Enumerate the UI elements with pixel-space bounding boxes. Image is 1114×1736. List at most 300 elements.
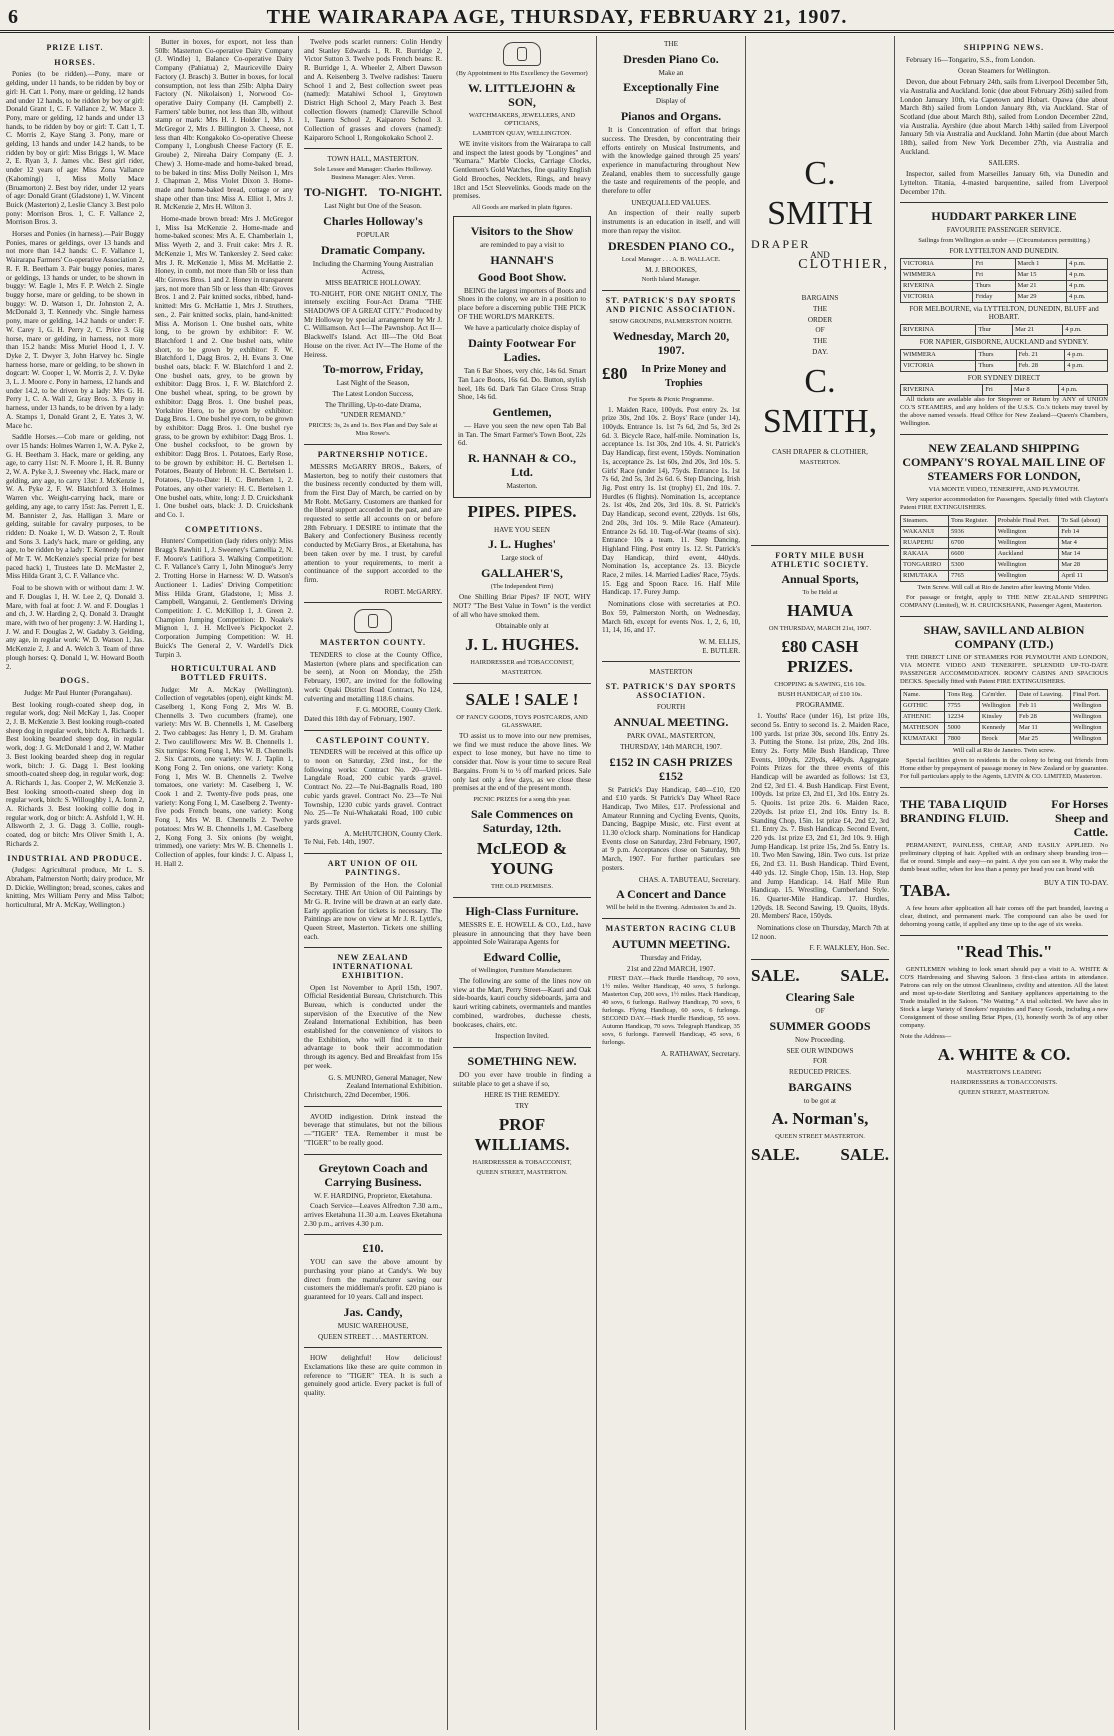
cash-prizes: £80 CASH PRIZES. — [781, 637, 859, 677]
table-cell: TONGARIRO — [901, 560, 949, 571]
shaw-note: Will call at Rio de Janeiro. Twin screw. — [952, 747, 1056, 755]
racing-dates: Thursday and Friday, — [640, 954, 702, 962]
table-cell: April 11 — [1059, 571, 1108, 582]
table-cell: Mar 8 — [1011, 385, 1058, 396]
table-cell: Final Port. — [1070, 690, 1107, 701]
table-cell: Tons Register. — [948, 516, 995, 527]
shaw-table — [900, 689, 1108, 745]
stpat-prize: £80 — [602, 363, 628, 383]
shipping-heading: SHIPPING NEWS. — [963, 43, 1045, 52]
table-cell: 7755 — [945, 701, 979, 712]
annual-sports: Annual Sports, — [781, 572, 859, 587]
racing-dates-2: 21st and 22nd MARCH, 1907. — [626, 964, 716, 973]
visitors-heading: Visitors to the Show — [470, 223, 574, 238]
table-cell: Mar 29 — [1015, 291, 1066, 302]
and: AND — [810, 249, 830, 260]
large-stock: Large stock of — [501, 554, 543, 563]
dogs-heading: DOGS. — [60, 676, 90, 686]
industrial-heading: INDUSTRIAL AND PRODUCE. — [7, 853, 143, 863]
table-cell: Mar 28 — [1059, 560, 1108, 571]
stpat-date: Wednesday, March 20, 1907. — [612, 328, 730, 357]
programme: PROGRAMME. — [795, 701, 845, 710]
table-row — [901, 734, 1108, 745]
signature: F. F. WALKLEY, Hon. Sec. — [809, 944, 889, 953]
old-premises: THE OLD PREMISES. — [491, 882, 553, 890]
column-4 — [453, 38, 591, 1728]
article-paragraph: — Have you seen the new open Tab Bal in Tan. The Smart Farmer's Town Boot, 22s 6d. — [458, 421, 586, 448]
taba-left: THE TABA LIQUID BRANDING FLUID. — [900, 797, 1009, 826]
table-row — [901, 571, 1108, 582]
article-paragraph: By Permission of the Hon. the Colonial Secretary. THE Art Union of Oil Paintings by Mr G. R. Irvine will be drawn at an early date. Early application for tickets is necessary. The Paintings are now on view at Mr J. R. Lyttle's, Queen Street, Masterton. Tickets one shilling each. — [304, 880, 442, 941]
table-row — [901, 280, 1108, 291]
column-rule — [745, 36, 746, 1730]
column-1 — [6, 38, 144, 1728]
tonight-left: TO-NIGHT. — [304, 185, 368, 200]
divider — [304, 148, 442, 149]
art-union-heading: ART UNION OF OIL PAINTINGS. — [327, 859, 419, 877]
divider — [900, 935, 1108, 936]
table-cell: Fri — [973, 258, 1015, 269]
collie-sub: of Wellington, Furniture Manufacturer. — [471, 967, 573, 975]
of: OF — [815, 1007, 825, 1016]
divider — [900, 787, 1108, 788]
article-paragraph: MESSRS E. E. HOWELL & CO., Ltd., have pleasure in announcing that they have been appointed Sole Wairarapa Agents for — [453, 920, 591, 947]
table-row — [901, 527, 1108, 538]
firm-name: W. LITTLEJOHN & SON, — [468, 81, 576, 109]
judge-line: Judge: Mr Paul Hunter (Porangahau). — [24, 688, 132, 697]
table-cell: Date of Leaving. — [1017, 690, 1071, 701]
have-you: HAVE YOU SEEN — [494, 525, 550, 534]
candy-address: QUEEN STREET . . . MASTERTON. — [317, 1332, 429, 1341]
ad-lessee: Sole Lessee and Manager: Charles Holloway. Business Manager: Alex. Veron. — [313, 166, 433, 182]
table-cell: 4 p.m. — [1065, 360, 1108, 371]
clothier: CLOTHIER, — [798, 257, 889, 273]
white-sub: MASTERTON'S LEADING — [966, 1069, 1042, 1077]
stpat-prize-row — [602, 360, 740, 394]
fourth: FOURTH — [656, 703, 686, 712]
divider — [304, 1106, 442, 1107]
table-row — [901, 549, 1108, 560]
visitors-sub: are reminded to pay a visit to — [480, 240, 564, 249]
article-paragraph: Open 1st November to April 15th, 1907. Official Residential Bureau, Christchurch. This Bureau, which is conducted under the supervision of the Executive of the New Zealand International Exhibition, has been established for the convenience of visitors to the Exhibition, who will find it to their advantage to book their accommodation through its agency. Bed and Breakfast from 15s per week. — [304, 983, 442, 1070]
huddart: HUDDART PARKER LINE — [931, 209, 1077, 224]
article-paragraph: Foal to be shown with or without dam: J. W. and F. Douglas 1, H. W. Lee 2, Q. Donald 3. Mare, with foal at foot: J. W. and F. Douglas 1 and ch, J. W. Harding 2, Q. Donald 3. Draught mare, with two of her progeny: J. W. Harding 1, J. W. and F. Douglas 2, W. Gadaby 3. Gelding, any age, in regular work: W. D. Watson 1, Jas. McKenzie 2, J. and A. Welch 3. Team of three plough horses: Q. Donald 1, W. Howard Booth 2. — [6, 584, 144, 671]
table-cell: 4 p.m. — [1066, 269, 1107, 280]
article-paragraph: Nominations close with secretaries at P.O. Box 59, Palmerston North, on Wednesday, March 6th, except for events Nos. 1, 2, 6, 10, 11, 14, 16, and 17. — [602, 600, 740, 635]
stpat-prize-text: In Prize Money and Trophies — [641, 363, 727, 389]
table-cell: Friday — [973, 291, 1015, 302]
article-paragraph: YOU can save the above amount by purchasing your piano at Candy's. We buy direct from the manufacturer saving our customers the middleman's profit. £20 piano is guaranteed for 10 years. Call and inspect. — [304, 1258, 442, 1302]
napier-heading: FOR NAPIER, GISBORNE, AUCKLAND and SYDNEY. — [919, 338, 1089, 347]
concert: A Concert and Dance — [616, 887, 726, 902]
table-cell: Auckland — [995, 549, 1059, 560]
table-cell: 5300 — [948, 560, 995, 571]
sale-row — [751, 966, 889, 986]
make-an: Make an — [658, 68, 684, 77]
clearing: Clearing Sale — [785, 990, 855, 1005]
table-cell: Thurs — [973, 280, 1015, 291]
sydney-table — [900, 384, 1108, 396]
table-cell: Tons Reg. — [945, 690, 979, 701]
brookes-sub: North Island Manager. — [641, 276, 701, 284]
table-cell: 4 p.m. — [1065, 349, 1108, 360]
divider — [453, 683, 591, 684]
sale-left-2: SALE. — [751, 1145, 800, 1165]
divider — [900, 434, 1108, 435]
bargains: BARGAINS — [788, 1079, 852, 1094]
boot-show: Good Boot Show. — [477, 269, 567, 284]
hannah-place: Masterton. — [506, 482, 538, 491]
table-cell: Wellington — [1070, 723, 1107, 734]
signature: F. G. MOORE, County Clerk. — [355, 706, 442, 715]
article-paragraph: TENDERS to close at the County Office, Masterton (where plans and specification can be seen), at Noon on Monday, the 25th February, 1907, are invited for the following work: Opaki District Road Contract, No 124, culverting and metalling 118.6 chains. — [304, 651, 442, 703]
draper: DRAPER — [751, 237, 811, 251]
nzsc: NEW ZEALAND SHIPPING COMPANY'S ROYAL MAIL LINE OF STEAMERS FOR LONDON, — [902, 441, 1106, 484]
bargains-line: BARGAINS — [801, 294, 839, 303]
chopping: CHOPPING & SAWING, £16 10s. — [774, 681, 866, 689]
table-row — [901, 360, 1108, 371]
tomorrow: To-morrow, Friday, — [322, 362, 424, 377]
sale-row-2 — [751, 1145, 889, 1165]
bargains-line: THE — [813, 304, 827, 313]
sale: SALE ! SALE ! — [465, 689, 579, 709]
column-6 — [751, 38, 889, 1728]
coach-proprietor: W. F. HARDING, Proprietor, Eketahuna. — [313, 1191, 433, 1200]
cash-draper: CASH DRAPER & CLOTHIER, — [772, 448, 868, 457]
table-cell: 6700 — [948, 538, 995, 549]
firm-note: All Goods are marked in plain figures. — [471, 203, 573, 211]
table-cell: 7765 — [948, 571, 995, 582]
table-cell: Mar 25 — [1017, 734, 1071, 745]
article-paragraph: A few hours after application all hair comes off the part branded, leaving a clear, distinct, and permanent mark. The compound can also be used for dehorning young cattle, if applied any time up to the age of six weeks. — [900, 905, 1108, 929]
article-paragraph: Hunters' Competition (lady riders only): Miss Bragg's Rawhiti 1, J. Sweeney's Camellia 2, N. F. Moore's Latifiora 3. Walking Competition: C. F. Vallance's Carry 1, John Minogue's Jerry 2. Trotting Horse in Harness: W. D. Watson's Auctioneer 1. Ladies' Driving Competition: Miss Hilda Grant, Gladstone, 1; Miss J. Campbell, Wanganui, 2. Gentlemen's Driving Competition: J. C. McKillop 1, J. Green 2. Champion Jumping Competition: D. Noake's Mignon 1, J. H. McIlvee's Pickpocket 2. Corporation Jumping Competition: W. H. Buick's The General 2, V. Wardell's Dick Turpin 3. — [155, 537, 293, 659]
signature: E. BUTLER. — [702, 646, 740, 655]
divider — [453, 1047, 591, 1048]
williams-address: QUEEN STREET, MASTERTON. — [476, 1168, 568, 1176]
under-remand: "UNDER REMAND." — [340, 411, 406, 420]
royal-arms-icon — [503, 42, 541, 66]
now-proceeding: Now Proceeding. — [795, 1035, 845, 1044]
table-row — [901, 690, 1108, 701]
table-cell: Mar 21 — [1013, 325, 1063, 336]
london-success: The Latest London Success, — [332, 389, 414, 398]
stpat2-heading: ST. PATRICK'S DAY SPORTS ASSOCIATION. — [605, 682, 737, 700]
table-row — [901, 325, 1108, 336]
dramatic-company: Dramatic Company. — [321, 242, 425, 257]
cash-place: MASTERTON. — [799, 459, 841, 467]
table-cell: Mar 4 — [1059, 538, 1108, 549]
table-cell: 5000 — [945, 723, 979, 734]
fancy-goods: OF FANCY GOODS, TOYS POSTCARDS, AND GLASSWARE. — [456, 713, 588, 729]
company-name: Charles Holloway's — [323, 213, 423, 228]
table-row — [901, 269, 1108, 280]
divider — [602, 918, 740, 919]
hannah-co: R. HANNAH & CO., Ltd. — [468, 451, 576, 480]
divider — [304, 602, 442, 603]
table-row — [901, 516, 1108, 527]
dresden-co: DRESDEN PIANO CO., — [607, 238, 734, 253]
horses-heading: HORSES. — [54, 57, 96, 67]
inspection: Inspection Invited. — [495, 1032, 549, 1041]
article-paragraph: Horses and Ponies (in harness).—Pair Buggy Ponies, mares or geldings, over 13 hands and not more than 14.2 hands: C. F. Vallance 1, Wairarapa Farmers' Co-operative Association 2, R. F. R. Beetham 3. Pair buggy ponies, mares or geldings, 13 hands or under, to be shown in buggy: W. Eagle 1, Mrs F. P. Welch 2. Single buggy horse, mare or gelding, to be shown in buggy: W. D. Watson 1, Dr. Johnston 2, A. McDonald 3, T. Kennedy vhc. Single harness pony, mare or gelding, 14.2 hands or under: F. W. Carey 1, G. H. Perry 2, C. Price 3. Gig horse, mare or gelding, in harness, not more than 15.2 hands: Miss Muriel Hood 1, J. V. Dyke 2, T. Dwyer 3, John Harvey hc. Single harness horse, mare or gelding, to be shown in dogcart: W. Cooper 1, W. Morris 2, J. V. Dyke 3, L. J. Moore c. Pony in harness, 12 hands and under 14.2, to be driven by a lady: Mrs G. H. Perry 1, C. A. Wall 2, Gray Bros. 3. Pony in harness, under 13 hands, to be driven by a lady: A. Stamps 1, Donald Grant 2, E. Yates 3, W. Mace hc. — [6, 230, 144, 430]
jl-hughes: J. L. HUGHES. — [465, 634, 579, 654]
ladies-note: We have a particularly choice display of — [464, 324, 580, 333]
article-paragraph: HOW delightful! How delicious! Exclamations like these are quite common in reference to "TIGER" TEA. It is such a genuinely good article. Every packet is full of quality. — [304, 1354, 442, 1398]
gallaher: GALLAHER'S, — [481, 566, 563, 581]
date-line: Dated this 18th day of February, 1907. — [304, 714, 415, 723]
firm-sub: WATCHMAKERS, JEWELLERS, AND OPTICIANS, — [468, 112, 576, 127]
signature: A. McHUTCHON, County Clerk. — [344, 829, 442, 838]
bargains-line: THE — [813, 336, 827, 345]
dresden: Dresden Piano Co. — [623, 51, 719, 66]
table-cell: Mar 14 — [1059, 549, 1108, 560]
concert-text: Will be held in the Evening. Admission 3s and 2s. — [606, 904, 736, 912]
table-cell: 4 p.m. — [1066, 280, 1107, 291]
divider — [602, 661, 740, 662]
table-cell: Wellington — [1070, 712, 1107, 723]
table-cell: Feb. 21 — [1016, 349, 1065, 360]
taba-buy-row — [900, 877, 1108, 905]
ten-pounds: £10. — [362, 1241, 384, 1256]
c-smith-2: C. SMITH, — [762, 363, 878, 441]
table-cell: Thurs — [976, 360, 1016, 371]
article-paragraph: St Patrick's Day Handicap, £40—£10, £20 and £10 yards. St Patrick's Day Wheel Race Handicap, Two Miles, £17. Professional and Amateur Running and Cycling Events, Quoits, Dancing, Bagpipe Music, etc. First event at 11.30 o'clock sharp. Nominations for Handicap Events close on Saturday, 23rd February, 1907, at 9 p.m. Acceptances close on Saturday, 9th March, 1907. For further particulars see posters. — [602, 785, 740, 872]
table-cell: Feb 14 — [1059, 527, 1108, 538]
racing-heading: MASTERTON RACING CLUB — [605, 924, 737, 934]
divider — [304, 853, 442, 854]
article-paragraph: (Judges: Agricultural produce, Mr L. S. Abraham, Palmerston North; dairy produce, Mr D. Dickie, Wellington; bread, scones, cakes and knitting, Mrs William Perry and Miss Talbot; horticultural, Mr A. McKay, Wellington.) — [6, 866, 144, 910]
white-address: QUEEN STREET, MASTERTON. — [958, 1089, 1050, 1097]
table-cell: Ca'm'der. — [979, 690, 1016, 701]
napier-table — [900, 349, 1108, 372]
exceptional: Exceptionally Fine — [623, 80, 719, 95]
divider — [900, 616, 1108, 617]
table-cell: 4 p.m. — [1066, 258, 1107, 269]
article-paragraph: The following are some of the lines now on view at the Mart, Perry Street—Kauri and Oak side-boards, kauri couchy sideboards, jarra and kauri writing cabinets, overmantels and mantles combined, wardrobes, duchesse chests, bookcases, chairs, etc. — [453, 977, 591, 1029]
article-paragraph: Ponies (to be ridden).—Pony, mare or gelding, under 11 hands, to be ridden by boy or girl: H. Catt 1. Pony, mare or gelding, 12 hands and under 12 hands, to be ridden by boy or girl: Donald Grant 1, C. F. Vallance 2, W. Mace 3. Pony, mare or gelding, 12 hands and under 13 hands, to be ridden by boy or girl: T. Catt 1, T. C. Morris 2, Kaye Stang 3. Pony, mare or gelding, 13 hands and under 14.2 hands, to be ridden by boy or girl: Miss Briggs 1, W. Mace 2, E. Ryan 3, J. James vhc. Best girl rider, under 12 years of age: Miss Zona Vallance (Kahomingi) 1, Miss Molly Mace (Bruamorton) 2. Best boy rider, under 12 years of age: Donald Grant (Gladstone) 1, W. Vincent Buick (Masterton) 2, Leslie Clancy 3. Best polo pony: Morrison Bros. 1, C. F. Vallance 2, Morrison Bros. 3. — [6, 70, 144, 227]
divider — [453, 897, 591, 898]
table-cell: RAKAIA — [901, 549, 949, 560]
shaw-savill: SHAW, SAVILL AND ALBION COMPANY (LTD.) — [923, 623, 1085, 652]
article-paragraph: AVOID indigestion. Drink instead the beverage that stimulates, but not the bilious—"TIGER" TEA. Remember it must be "TIGER" to be really good. — [304, 1112, 442, 1147]
white-sub-2: HAIRDRESSERS & TOBACCONISTS. — [950, 1079, 1058, 1087]
prices: PRICES: 3s, 2s and 1s. Box Plan and Day Sale at Miss Rowe's. — [308, 422, 438, 438]
table-cell: March 1 — [1015, 258, 1066, 269]
sale-left: SALE. — [751, 966, 800, 986]
divider — [304, 730, 442, 731]
candy-sub: MUSIC WAREHOUSE, — [337, 1321, 409, 1330]
pipes: PIPES. PIPES. — [467, 501, 577, 521]
article-paragraph: Butter in boxes, for export, not less than 50lb: Masterton Co-operative Dairy Company (J. Windle) 1, Balance Co-operative Dairy Company (Pahiatua) 2, Mauriceville Dairy Factory (J. Brasch) 3. Butter in boxes, for local consumption, not less than 25lb: Alpha Dairy Factory (N. Nikolaison) 1, Norwood Co-operative Dairy Company (H. Campbell) 2. Farmers' table butter, not less than 3lb, without stamp or mark: Mrs H. J. Holder 1, Mrs J. McGregor 2, Mrs J. Billington 3. Cheese, not less than 4lb: Kongakoko Co-operative Cheese Company 1, Longbush Cheese Factory (F. E. Groube) 2, Nireaha Dairy Company (E. J. Chew) 3. Home-made and home-baked bread, to be baked in tins: Miss Dolly Neilson 1, Mrs J. Chapman 2, Miss Violet Dixon 3. Home-made and home-baked bread, cottage or any shape other than tins: Miss A. Elliot 1, Mrs J. R. McKenzie 2, Mrs H. Wilton 3. — [155, 38, 293, 212]
signature: W. M. ELLIS, — [698, 637, 740, 646]
steamers-table — [900, 515, 1108, 582]
sailers-heading: SAILERS. — [988, 159, 1020, 168]
hughes: J. L. Hughes' — [487, 537, 556, 552]
table-cell: Thurs — [976, 349, 1016, 360]
see-windows: SEE OUR WINDOWS — [786, 1046, 854, 1055]
table-cell: RUAPEHU — [901, 538, 949, 549]
thursday: THURSDAY, 14th MARCH, 1907. — [620, 742, 722, 751]
taba-row — [900, 794, 1108, 842]
table-cell: ATHENIC — [901, 712, 945, 723]
table-row — [901, 291, 1108, 302]
gentlemen: Gentlemen, — [492, 404, 552, 419]
firm-address: LAMBTON QUAY, WELLINGTON. — [472, 130, 572, 137]
table-cell: Fri — [983, 385, 1012, 396]
bush-handicap: BUSH HANDICAP, of £10 10s. — [777, 691, 863, 699]
including: Including the Charming Young Australian Actress, — [312, 259, 434, 277]
to-be-got: to be got at — [803, 1096, 837, 1105]
masthead — [0, 0, 1114, 33]
table-row — [901, 701, 1108, 712]
high-class: High-Class Furniture. — [465, 903, 579, 918]
article-paragraph: Coach Service—Leaves Alfredton 7.30 a.m., arrives Eketahuna 11.30 a.m. Leaves Eketahuna 2.30 p.m., arrives 4.30 p.m. — [304, 1202, 442, 1228]
tonight-right: TO-NIGHT. — [378, 185, 442, 200]
article-paragraph: For passage or freight, apply to THE NEW ZEALAND SHIPPING COMPANY (Limited), W. H. CRUICKSHANK, Passenger Agent, Masterton. — [900, 594, 1108, 610]
coat-of-arms-icon — [354, 609, 392, 633]
table-row — [901, 538, 1108, 549]
column-5 — [602, 38, 740, 1728]
actress: MISS BEATRICE HOLLOWAY. — [325, 278, 421, 287]
table-cell: Wellington — [979, 701, 1016, 712]
held-at: To be Held at — [802, 589, 838, 597]
table-cell: Feb 11 — [1017, 701, 1071, 712]
table-cell: Thur — [976, 325, 1013, 336]
column-rule — [298, 36, 299, 1730]
autumn: AUTUMN MEETING. — [611, 937, 730, 951]
table-cell: RIVERINA — [901, 325, 976, 336]
masterton: MASTERTON — [649, 668, 693, 677]
independent: (The Independent Firm) — [490, 583, 554, 591]
sale-commences: Sale Commences on Saturday, 12th. — [471, 806, 573, 835]
try: TRY — [515, 1102, 529, 1111]
column-rule — [149, 36, 150, 1730]
stpat-sub: For Sports & Picnic Programme. — [628, 395, 714, 403]
article-paragraph: Home-made brown bread: Mrs J. McGregor 1, Miss Isa McKenzie 2. Home-made and home-baked scones: Mrs A. E. Chamberlain 1, Miss Wyeth 2, and 3. Fruit cake: Mrs J. R. McKenzie 1, Mrs W. Tankersley 2. Seed cake: Mrs J. R. McKenzie 1, Miss M. McHattie 2. Honey, in comb, not more than 5lb or less than 4lb: Groves Bros. 1 and 2. Honey in transparent jars, not more than 5lb or less than 4lb: Groves Bros. 1 and 2. Pair knitted socks, ribbed, hand-knitted: Mrs G. McHattie 1, Mrs J. Struthers, sen., 2. Pair knitted socks, plain, hand-knitted: Miss A. Morison 1. One bushel oats, white long, to be grown by exhibitor: F. W. Blatchford 1 and 2. One bushel oats, white short, to be grown by exhibitor: F. W. Blatchford 1, Dagg Bros. 2, H. Evans 3. One bushel oats, black: F. W. Blatchford 1 and 2. One bushel oats, grey, to be grown by exhibitor: Dagg Bros. 1, F. W. Blatchford 2. One bushel wheat, spring, to be grown by exhibitor: Dagg Bros. 1. One bushel peas, Yorkshire Hero, to be grown by exhibitor: Dagg Bros. 1. One bushel rye corn, to be grown by exhibitor: Dagg Bros. 1. One bushel rye grass, to be grown by exhibitor: Dagg Bros. 1. One bushel cocksfoot, to be grown by exhibitor: Dagg Bros. 1. Potatoes, Early Rose, to be grown by exhibitor: H. C. Bertelsen 1. Potatoes, Beauty of Hebron: H. C. Bertelsen 1. Potatoes, Up-to-Date: H. C. Bertelsen 1, 2. Potatoes, any other variety: H. C. Bertelsen 1. One bushel oats, white, long: J. D. Cruickshank 1. One bushel oats, black: J. D. Cruickshank and Co. 1. — [155, 215, 293, 519]
table-row — [901, 349, 1108, 360]
table-cell: Kennedy — [979, 723, 1016, 734]
hamua-date: ON THURSDAY, MARCH 21st, 1907. — [768, 625, 872, 633]
article-paragraph: One Shilling Briar Pipes? IF NOT, WHY NOT? "The Best Value in Town" is the verdict of all who have smoked them. — [453, 593, 591, 619]
favourite: FAVOURITE PASSENGER SERVICE. — [946, 226, 1062, 235]
candy-name: Jas. Candy, — [343, 1304, 403, 1319]
forty-mile: FORTY MILE BUSH ATHLETIC SOCIETY. — [771, 551, 869, 569]
article-paragraph: Special facilities given to residents in the colony to bring out friends from Home either by prepayment of passage money in New Zealand or by guarantee. For full particulars apply to the Agents, LEVIN & CO. LIMITED, Masterton. — [900, 757, 1108, 781]
bargains-line: OF — [815, 326, 825, 335]
remedy: HERE IS THE REMEDY. — [484, 1091, 560, 1100]
norman-address: QUEEN STREET MASTERTON. — [775, 1133, 865, 1141]
brookes: M. J. BROOKES, — [645, 265, 697, 274]
williams-sub: HAIRDRESSER & TOBACCONIST, — [472, 1158, 572, 1166]
table-row — [901, 560, 1108, 571]
signature: ROBT. McGARRY. — [384, 587, 442, 596]
last-night-season: Last Night of the Season, — [336, 379, 410, 388]
table-cell: Wellington — [995, 560, 1059, 571]
castlepoint-heading: CASTLEPOINT COUNTY. — [315, 735, 431, 745]
sale-right: SALE. — [840, 966, 889, 986]
divider — [602, 290, 740, 291]
picnic: PICNIC PRIZES for a song this year. — [473, 795, 571, 803]
article-paragraph: Very superior accommodation for Passengers. Specially fitted with Clayton's Patent FIRE EXTINGUISHERS. — [900, 496, 1108, 512]
display: Display of — [655, 97, 687, 106]
table-row — [901, 723, 1108, 734]
prize-list-heading: PRIZE LIST. — [46, 43, 104, 52]
article-paragraph: FIRST DAY.—Hack Hurdle Handicap, 70 sovs, 1½ miles. Welter Handicap, 40 sovs, 5 furlongs. Masterton Cup, 200 sovs, 1½ miles. Hack Handicap, 40 sovs, 6 furlongs. Railway Handicap, 70 sovs, 6 furlongs. Flying Handicap, 60 sovs, 6 furlongs. SECOND DAY.—Hack Hurdle Handicap, 55 sovs. Autumn Handicap, 70 sovs. Telegraph Handicap, 35 sovs, 6 furlongs. Farewell Handicap, 45 sovs, 6 furlongs. — [602, 975, 740, 1047]
divider — [751, 545, 889, 546]
table-cell: WIMMERA — [901, 269, 973, 280]
article-paragraph: Inspector, sailed from Marseilles January 6th, via Dunedin and Lyttelton. Titania, 4-masted barquentine, sailed from Liverpool December 17th. — [900, 170, 1108, 196]
collie: Edward Collie, — [483, 950, 561, 965]
table-cell: To Sail (about) — [1059, 516, 1108, 527]
article-paragraph: MESSRS McGARRY BROS., Bakers, of Masterton, beg to notify their customers that the business recently conducted by them will, from the First Day of March, be carried on by Mr Robt. McGarry. Customers are thanked for the liberal support accorded in the past, and are requested to settle all accounts on or before 28th February. I DESIRE to intimate that the Bakery and Confectionery Business recently conducted by McGarry Bros., at Eketahuna, has been taken over by me. I trust, by careful attention to your requirements, to merit a continuance of the support accorded to the firm. — [304, 462, 442, 584]
newspaper-title: THE WAIRARAPA AGE, THURSDAY, FEBRUARY 21, 1907. — [266, 6, 848, 28]
lyttelton-heading: FOR LYTTELTON AND DUNEDIN. — [949, 246, 1059, 255]
table-cell: MATHESON — [901, 723, 945, 734]
divider — [304, 1347, 442, 1348]
cash-prizes: £152 IN CASH PRIZES £152 — [609, 754, 733, 783]
table-cell: 12234 — [945, 712, 979, 723]
table-cell: 4 p.m. — [1059, 385, 1108, 396]
signature: A. RATHAWAY, Secretary. — [660, 1050, 740, 1059]
table-row — [901, 385, 1108, 396]
bargains-line: DAY. — [812, 347, 828, 356]
ad-town-hall: TOWN HALL, MASTERTON. — [327, 155, 419, 164]
table-row — [901, 712, 1108, 723]
article-paragraph: GENTLEMEN wishing to look smart should pay a visit to A. WHITE & CO'S Hairdressing and Shaving Saloon. 3 first-class artists in attendance. Patrons can rely on the utmost Cleanliness, civility and attention. All the latest and most up-to-date Sterilizing and Sanitary appliances appertaining to the Trade installed in the Saloon. "No Waiting." A trial solicited. We have also in Stock a large Variety of Smokers' requisites and Fancy Goods, including a new Consignment of those smiling Briar Pipes, (1), honestly worth 3s of any other company. — [900, 966, 1108, 1030]
article-paragraph: An inspection of their really superb instruments is an education in itself, and will more than repay the visitor. — [602, 209, 740, 235]
taba: TABA. — [900, 881, 951, 901]
reduced-prices: REDUCED PRICES. — [789, 1067, 851, 1076]
summer-goods: SUMMER GOODS — [769, 1018, 871, 1033]
note-address: Note the Address— — [900, 1033, 952, 1041]
column-7 — [900, 38, 1108, 1728]
article-paragraph: It is Concentration of effort that brings success. The Dresden, by concentrating their efforts entirely on Musical Instruments, and with the knowledge gained through 25 years' experience in manufacturing throughout New Zealand, enables them to successfully gauge the taste and requirements of the people, and therefore to offer — [602, 126, 740, 196]
date-line: Christchurch, 22nd December, 1906. — [304, 1090, 410, 1099]
table-cell: Mar 21 — [1015, 280, 1066, 291]
table-cell: 4 p.m. — [1063, 325, 1108, 336]
article-paragraph: PERMANENT, PAINLESS, CHEAP, AND EASILY APPLIED. No preliminary clipping of hair. Applied with an ordinary sheep branding iron—flat or round. Simple and easy—no paint. A dye you can see it. Why make the dumb beast suffer, when for less than a penny per head you can brand with — [900, 842, 1108, 874]
table-cell: VICTORIA — [901, 291, 973, 302]
table-cell: WAKANUI — [901, 527, 949, 538]
sale-right-2: SALE. — [840, 1145, 889, 1165]
buy-a-tin: BUY A TIN TO-DAY. — [1043, 879, 1108, 888]
table-cell: RIVERINA — [901, 280, 973, 291]
annual-meeting: ANNUAL MEETING. — [613, 715, 729, 730]
table-cell: Wellington — [995, 538, 1059, 549]
table-cell: Wellington — [1070, 734, 1107, 745]
divider — [304, 1154, 442, 1155]
nzsc-sub: VIA MONTE VIDEO, TENERIFFE, AND PLYMOUTH. — [928, 486, 1080, 494]
table-cell: RIVERINA — [901, 385, 983, 396]
column-rule — [447, 36, 448, 1730]
partnership-heading: PARTNERSHIP NOTICE. — [317, 450, 429, 460]
manager: Local Manager . . . A. B. WALLACE. — [621, 255, 721, 263]
divider — [304, 1234, 442, 1235]
column-rule — [894, 36, 895, 1730]
table-cell: Wellington — [995, 571, 1059, 582]
stpat-heading: ST. PATRICK'S DAY SPORTS AND PICNIC ASSOCIATION. — [605, 296, 737, 314]
bargains-line: ORDER — [807, 315, 833, 324]
article-paragraph: DO you ever have trouble in finding a suitable place to get a shave if so, — [453, 1070, 591, 1088]
table-cell: Fri — [973, 269, 1015, 280]
article-paragraph: Saddle Horses.—Cob mare or gelding, not over 15 hands: Holmes Warren 1, W. A. Pyke 2, G. H. Beetham 3. Hack, mare or gelding, any age, to carry 11st: N. F. Moore 1, H. R. Bunny 2, W. A. Pyke 3, J. Sweeney vhc. Hack, mare or gelding, any age, to carry 13st: J. McKenzie 1, W. A. Pyke 2, F. W. Blatchford 3. Holmes Warren vhc. Weight-carrying hack, mare or gelding, any age, to carry 15st: Jas. Perrett 1, E. M. Bannister 2, Jas. Halligan 3. Mare or gelding, suitable for cavalry purposes, to be ridden: D. Noake 1, W. D. Watson 2, T. Roult and Sons 3. Lady's hack, mare or gelding, any age, to be ridden by a lady: T. Kennedy (winner of Mr T. W. McKenzie's special prize for best paced hack) 1, Trustees late D. McMaster 2, Miss Hilda Grant 3, C. F. Vallance vhc. — [6, 433, 144, 581]
table-cell: RIMUTAKA — [901, 571, 949, 582]
article-paragraph: All tickets are available also for Stopover or Return by ANY of UNION CO.'S STEAMERS, and any holders of the U.S.S. Co.'s tickets may travel by the above named vessels. Head Office for New Zealand—Queen's Chambers, Wellington. — [900, 396, 1108, 428]
thrilling: The Thrilling, Up-to-date Drama, — [324, 400, 422, 409]
signature: CHAS. A. TABUTEAU, Secretary. — [638, 875, 740, 884]
table-cell: Feb 28 — [1017, 712, 1071, 723]
table-cell: Mar 11 — [1017, 723, 1071, 734]
